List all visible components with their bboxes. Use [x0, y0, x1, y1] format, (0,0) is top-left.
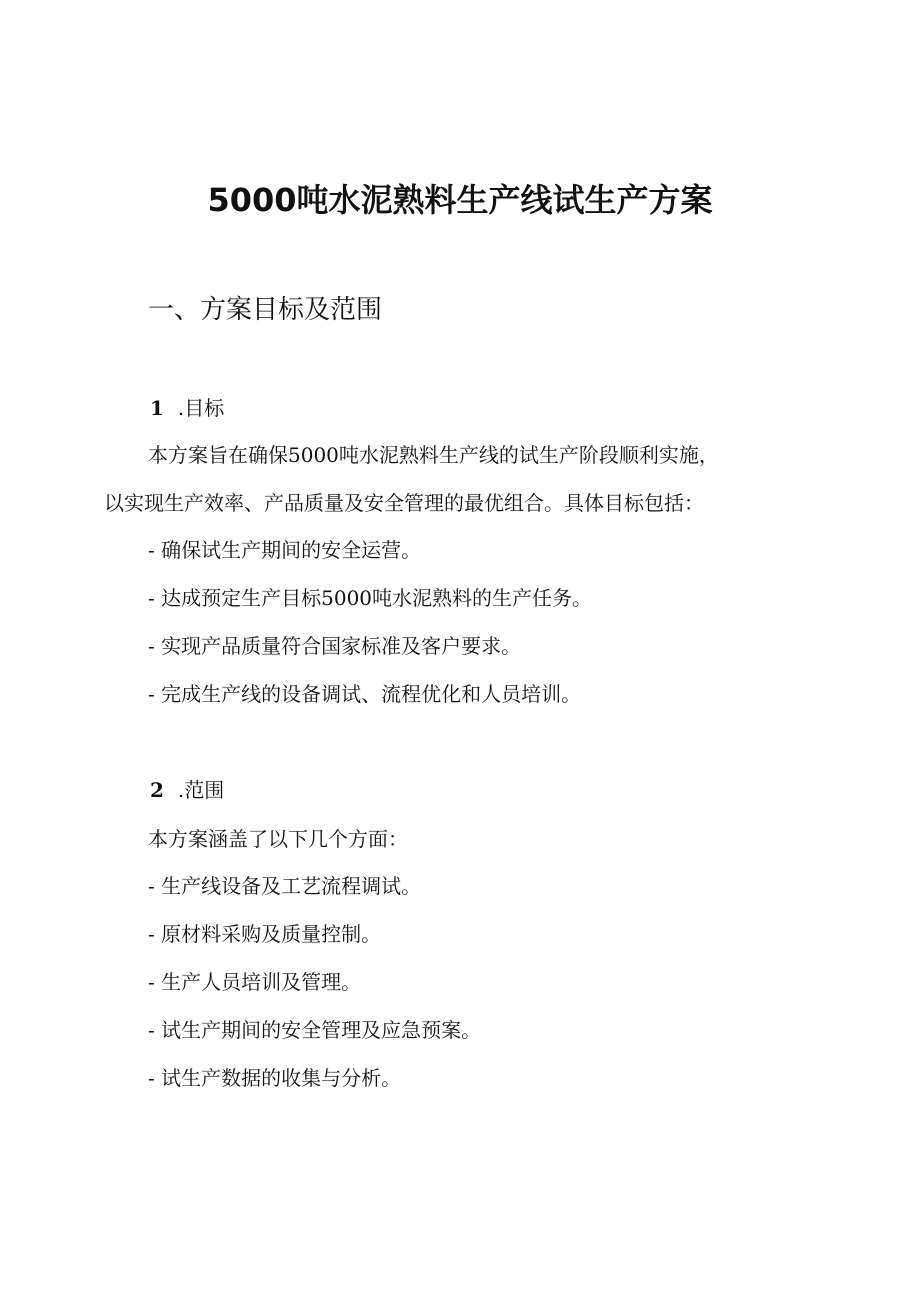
subsection-2-number: 2 [150, 778, 164, 802]
subsection-1-heading [150, 393, 224, 423]
subsection-1-intro-line-2: 以实现生产效率、产品质量及安全管理的最优组合。具体目标包括： [104, 491, 704, 515]
list-item: - 确保试生产期间的安全运营。 [148, 538, 422, 562]
subsection-2-label: .范围 [177, 778, 225, 802]
list-item: - 试生产数据的收集与分析。 [148, 1066, 402, 1090]
subsection-1-intro-line-1: 本方案旨在确保5000吨水泥熟料生产线的试生产阶段顺利实施， [148, 443, 719, 467]
subsection-1-number: 1 [150, 396, 164, 420]
list-item: - 生产线设备及工艺流程调试。 [148, 874, 422, 898]
section-heading: 一、方案目标及范围 [148, 295, 383, 325]
subsection-2-intro: 本方案涵盖了以下几个方面： [148, 827, 408, 851]
list-item: - 完成生产线的设备调试、流程优化和人员培训。 [148, 682, 582, 706]
subsection-2-heading [150, 775, 224, 805]
list-item: - 原材料采购及质量控制。 [148, 922, 382, 946]
list-item: - 试生产期间的安全管理及应急预案。 [148, 1018, 482, 1042]
subsection-1-label: .目标 [177, 396, 225, 420]
list-item: - 实现产品质量符合国家标准及客户要求。 [148, 634, 522, 658]
list-item: - 生产人员培训及管理。 [148, 970, 362, 994]
document-title: 5000吨水泥熟料生产线试生产方案 [207, 181, 713, 219]
list-item: - 达成预定生产目标5000吨水泥熟料的生产任务。 [148, 586, 593, 610]
